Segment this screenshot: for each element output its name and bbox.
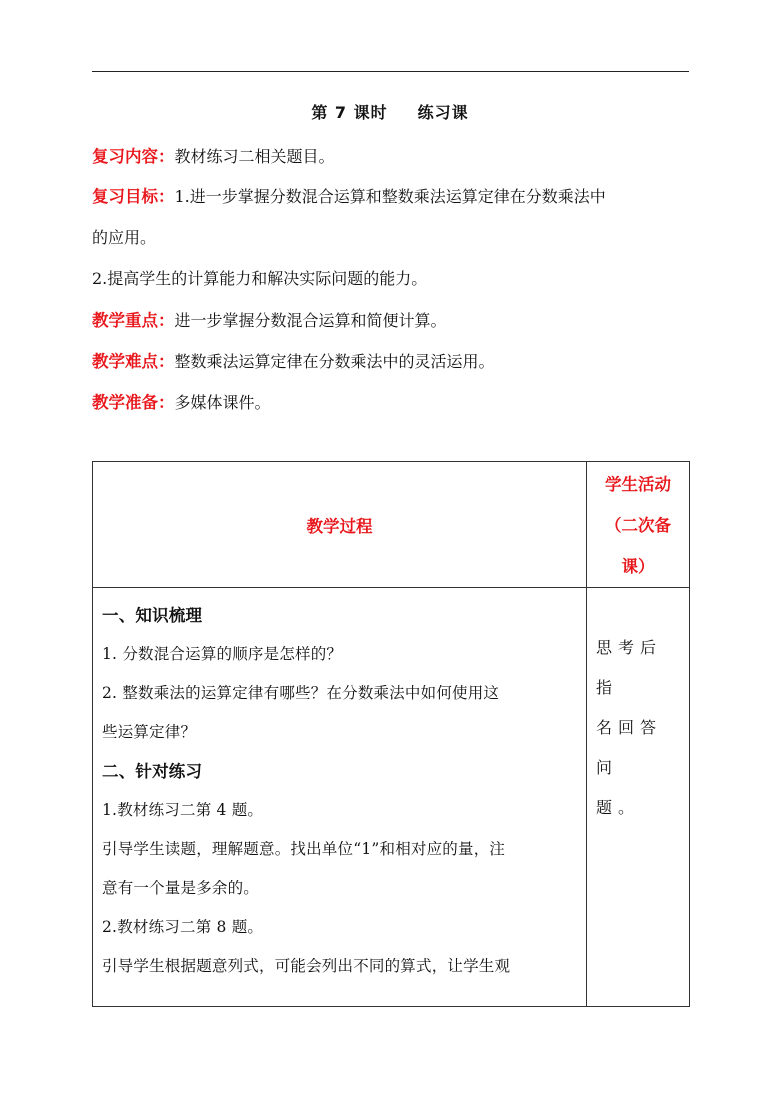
content-line: 1. 分数混合运算的顺序是怎样的？ (102, 645, 343, 663)
review-goal-text-2: 的应用。 (92, 228, 157, 247)
review-content-line (92, 147, 335, 167)
review-goal-line (92, 187, 606, 207)
header-rule (92, 71, 689, 72)
content-line: 意有一个量是多余的。 (102, 879, 260, 897)
student-activity-cell (587, 588, 690, 1007)
key-point-text: 进一步掌握分数混合运算和简便计算。 (174, 311, 447, 330)
preparation-label: 教学准备： (92, 393, 175, 412)
activity-line: 思考后指 (596, 638, 663, 697)
activity-line: 名回答问 (596, 718, 663, 777)
section-heading: 一、知识梳理 (102, 606, 203, 625)
preparation-text: 多媒体课件。 (174, 393, 271, 412)
review-goal-label: 复习目标： (92, 187, 175, 206)
content-line: 引导学生读题，理解题意。找出单位“1”和相对应的量，注 (102, 840, 506, 858)
review-goal-continuation (92, 228, 156, 248)
lesson-title (0, 100, 780, 123)
content-line: 2. 整数乘法的运算定律有哪些？在分数乘法中如何使用这 (102, 684, 500, 702)
student-activity-header-line: （二次备 (605, 516, 671, 535)
key-point-line (92, 311, 447, 331)
lesson-table (92, 461, 690, 1007)
student-activity-header-line: 学生活动 (605, 475, 671, 494)
difficulty-label: 教学难点： (92, 352, 175, 371)
content-line: 1.教材练习二第 4 题。 (102, 801, 264, 819)
teaching-process-header: 教学过程 (93, 462, 587, 588)
student-activity-header (587, 462, 690, 588)
review-content-label: 复习内容： (92, 147, 175, 166)
review-goal-line-2 (92, 269, 427, 289)
section-heading: 二、针对练习 (102, 762, 203, 781)
teaching-process-cell (93, 588, 587, 1007)
content-line: 些运算定律？ (102, 723, 197, 741)
preparation-line (92, 393, 271, 413)
content-line: 2.教材练习二第 8 题。 (102, 918, 264, 936)
student-activity-header-line: 课） (621, 557, 655, 576)
difficulty-line (92, 352, 495, 372)
difficulty-text: 整数乘法运算定律在分数乘法中的灵活运用。 (174, 352, 495, 371)
review-goal-text-3: 2.提高学生的计算能力和解决实际问题的能力。 (92, 269, 428, 288)
lesson-number: 第 7 课时 (311, 103, 388, 122)
content-line: 引导学生根据题意列式，可能会列出不同的算式，让学生观 (102, 957, 511, 975)
activity-line: 题。 (596, 798, 641, 817)
review-content-text: 教材练习二相关题目。 (174, 147, 335, 166)
lesson-type: 练习课 (417, 103, 469, 122)
key-point-label: 教学重点： (92, 311, 175, 330)
table-header-row (93, 462, 690, 588)
table-body-row (93, 588, 690, 1007)
review-goal-text: 1.进一步掌握分数混合运算和整数乘法运算定律在分数乘法中 (174, 187, 606, 206)
